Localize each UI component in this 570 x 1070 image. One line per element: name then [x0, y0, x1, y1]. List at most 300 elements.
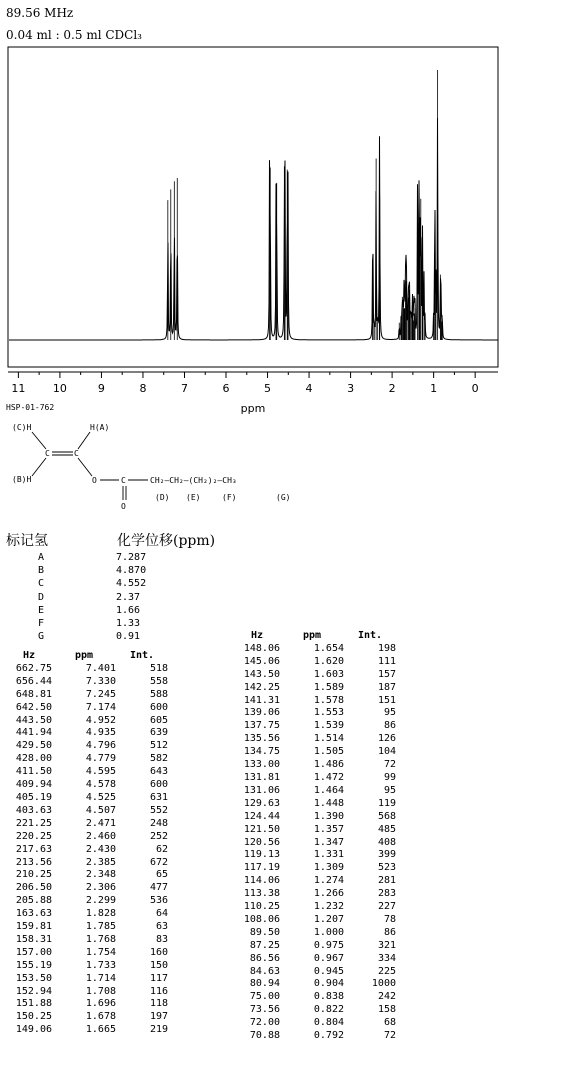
shift-ppm: 1.66: [116, 604, 141, 616]
ppm-cell: 1.309: [313, 862, 344, 874]
hz-cell: 117.19: [243, 862, 280, 874]
label-d: (D): [155, 493, 170, 502]
table-row: [6, 689, 168, 702]
shift-table: [6, 551, 146, 643]
shift-row: [6, 630, 146, 643]
hz-cell: 143.50: [243, 668, 280, 680]
intensity-cell: 568: [377, 810, 396, 822]
hz-cell: 142.25: [243, 681, 280, 693]
ppm-cell: 1.274: [313, 875, 344, 887]
x-tick-label: 9: [97, 382, 105, 395]
ppm-cell: 1.589: [313, 681, 344, 693]
spectrometer-frequency: 89.56 MHz: [6, 6, 74, 20]
ppm-cell: 1.828: [85, 908, 116, 920]
table-row: [6, 727, 168, 740]
hz-cell: 120.56: [243, 836, 280, 848]
hz-cell: 656.44: [15, 675, 52, 687]
intensity-cell: 281: [377, 875, 396, 887]
hz-cell: 220.25: [15, 830, 52, 842]
intensity-cell: 512: [149, 740, 168, 752]
table-row: [6, 947, 168, 960]
table-row: [234, 1017, 396, 1030]
intensity-cell: 588: [149, 688, 168, 700]
intensity-cell: 639: [149, 727, 168, 739]
peak-table-header: [234, 630, 396, 643]
hz-cell: 135.56: [243, 733, 280, 745]
hz-cell: 443.50: [15, 714, 52, 726]
ppm-cell: 1.486: [313, 759, 344, 771]
intensity-cell: 151: [377, 694, 396, 706]
intensity-cell: 83: [155, 933, 168, 945]
hz-cell: 642.50: [15, 701, 52, 713]
table-row: [234, 643, 396, 656]
ppm-cell: 1.514: [313, 733, 344, 745]
intensity-cell: 631: [149, 791, 168, 803]
table-row: [6, 831, 168, 844]
hz-cell: 114.06: [243, 875, 280, 887]
hz-cell: 72.00: [249, 1017, 280, 1029]
hz-cell: 159.81: [15, 921, 52, 933]
table-row: [6, 1024, 168, 1037]
hz-cell: 411.50: [15, 766, 52, 778]
peak-table-header-cell: Int.: [357, 630, 383, 641]
atom-o-carbonyl: O: [121, 502, 126, 511]
hz-cell: 149.06: [15, 1024, 52, 1036]
ppm-cell: 1.347: [313, 836, 344, 848]
table-row: [6, 921, 168, 934]
intensity-cell: 227: [377, 901, 396, 913]
table-row: [234, 772, 396, 785]
ppm-cell: 7.245: [85, 688, 116, 700]
shift-label: D: [38, 591, 45, 603]
intensity-cell: 63: [155, 921, 168, 933]
ppm-cell: 0.975: [313, 939, 344, 951]
ppm-cell: 1.448: [313, 797, 344, 809]
peak-table-header-cell: Hz: [22, 650, 36, 661]
intensity-cell: 408: [377, 836, 396, 848]
table-row: [234, 824, 396, 837]
ppm-cell: 1.505: [313, 746, 344, 758]
hz-cell: 409.94: [15, 779, 52, 791]
x-axis-label: ppm: [240, 402, 266, 415]
ppm-cell: 4.796: [85, 740, 116, 752]
peak-table-header-cell: Hz: [250, 630, 264, 641]
shift-row: [6, 564, 146, 577]
table-row: [6, 676, 168, 689]
hz-cell: 429.50: [15, 740, 52, 752]
shift-label: A: [38, 552, 45, 563]
table-row: [6, 895, 168, 908]
ppm-cell: 1.785: [85, 921, 116, 933]
intensity-cell: 321: [377, 939, 396, 951]
table-row: [234, 746, 396, 759]
hz-cell: 84.63: [249, 965, 280, 977]
ppm-cell: 1.266: [313, 888, 344, 900]
shift-row: [6, 577, 146, 590]
ppm-cell: 0.792: [313, 1030, 344, 1042]
atom-c1: C: [45, 449, 50, 458]
intensity-cell: 477: [149, 882, 168, 894]
peak-table-header-cell: Int.: [129, 650, 155, 661]
hz-cell: 150.25: [15, 1011, 52, 1023]
atom-o-ester: O: [92, 476, 97, 485]
table-row: [234, 733, 396, 746]
ppm-cell: 1.696: [85, 998, 116, 1010]
label-f: (F): [222, 493, 237, 502]
structure-bonds: [32, 432, 148, 500]
hz-cell: 113.38: [243, 888, 280, 900]
hz-cell: 121.50: [243, 823, 280, 835]
intensity-cell: 283: [377, 888, 396, 900]
intensity-cell: 95: [383, 707, 396, 719]
ppm-cell: 1.553: [313, 707, 344, 719]
hz-cell: 221.25: [15, 817, 52, 829]
ppm-cell: 1.539: [313, 720, 344, 732]
ppm-cell: 1.654: [313, 642, 344, 654]
table-row: [6, 663, 168, 676]
hz-cell: 110.25: [243, 901, 280, 913]
ppm-cell: 4.595: [85, 766, 116, 778]
ppm-cell: 1.207: [313, 913, 344, 925]
table-row: [234, 1004, 396, 1017]
ppm-cell: 1.678: [85, 1011, 116, 1023]
intensity-cell: 111: [377, 655, 396, 667]
ppm-cell: 1.733: [85, 959, 116, 971]
ppm-cell: 2.306: [85, 882, 116, 894]
ppm-cell: 1.000: [313, 926, 344, 938]
hz-cell: 210.25: [15, 869, 52, 881]
intensity-cell: 242: [377, 991, 396, 1003]
table-row: [6, 857, 168, 870]
intensity-cell: 62: [155, 843, 168, 855]
table-row: [234, 862, 396, 875]
intensity-cell: 126: [377, 733, 396, 745]
shift-row: [6, 591, 146, 604]
hz-cell: 205.88: [15, 895, 52, 907]
x-tick-label: 2: [388, 382, 396, 395]
table-row: [6, 869, 168, 882]
hz-cell: 134.75: [243, 746, 280, 758]
intensity-cell: 198: [377, 642, 396, 654]
hz-cell: 403.63: [15, 804, 52, 816]
shift-label: E: [38, 604, 45, 616]
table-row: [6, 702, 168, 715]
intensity-cell: 552: [149, 804, 168, 816]
ppm-cell: 7.330: [85, 675, 116, 687]
intensity-cell: 334: [377, 952, 396, 964]
intensity-cell: 252: [149, 830, 168, 842]
table-row: [6, 740, 168, 753]
table-row: [6, 753, 168, 766]
x-axis-tick-labels: [11, 382, 478, 395]
intensity-cell: 600: [149, 701, 168, 713]
ppm-cell: 0.838: [313, 991, 344, 1003]
ppm-cell: 1.754: [85, 946, 116, 958]
intensity-cell: 157: [377, 668, 396, 680]
x-tick-label: 6: [222, 382, 230, 395]
ppm-cell: 1.390: [313, 810, 344, 822]
hz-cell: 428.00: [15, 753, 52, 765]
hz-cell: 648.81: [15, 688, 52, 700]
table-row: [234, 901, 396, 914]
hz-cell: 70.88: [249, 1030, 280, 1042]
table-row: [234, 759, 396, 772]
table-row: [234, 656, 396, 669]
table-row: [234, 966, 396, 979]
hz-cell: 405.19: [15, 791, 52, 803]
hz-cell: 206.50: [15, 882, 52, 894]
ppm-cell: 1.464: [313, 784, 344, 796]
hz-cell: 213.56: [15, 856, 52, 868]
ppm-cell: 4.952: [85, 714, 116, 726]
shift-ppm: 7.287: [116, 552, 147, 563]
intensity-cell: 86: [383, 720, 396, 732]
table-row: [6, 882, 168, 895]
table-row: [234, 682, 396, 695]
table-row: [234, 914, 396, 927]
intensity-cell: 536: [149, 895, 168, 907]
x-tick-label: 3: [347, 382, 355, 395]
ppm-cell: 1.357: [313, 823, 344, 835]
hz-cell: 145.06: [243, 655, 280, 667]
hz-cell: 139.06: [243, 707, 280, 719]
intensity-cell: 72: [383, 1030, 396, 1042]
ppm-cell: 0.822: [313, 1004, 344, 1016]
hz-cell: 133.00: [243, 759, 280, 771]
hz-cell: 153.50: [15, 972, 52, 984]
table-row: [6, 998, 168, 1011]
table-row: [6, 908, 168, 921]
table-row: [6, 818, 168, 831]
alkyl-chain: CH₂—CH₂—(CH₂)₂—CH₃: [150, 476, 237, 485]
peak-table-header-cell: ppm: [74, 650, 94, 661]
intensity-cell: 68: [383, 1017, 396, 1029]
ppm-cell: 2.348: [85, 869, 116, 881]
intensity-cell: 118: [149, 998, 168, 1010]
hz-cell: 75.00: [249, 991, 280, 1003]
hz-cell: 89.50: [249, 926, 280, 938]
x-tick-label: 4: [305, 382, 313, 395]
intensity-cell: 119: [377, 797, 396, 809]
intensity-cell: 523: [377, 862, 396, 874]
molecular-structure: [0, 416, 330, 516]
hz-cell: 73.56: [249, 1004, 280, 1016]
intensity-cell: 605: [149, 714, 168, 726]
hz-cell: 662.75: [15, 662, 52, 674]
hz-cell: 158.31: [15, 933, 52, 945]
shift-table-header-label: 标记氢: [6, 533, 48, 549]
ppm-cell: 1.603: [313, 668, 344, 680]
x-tick-label: 1: [430, 382, 438, 395]
shift-ppm: 4.870: [116, 565, 147, 577]
intensity-cell: 558: [149, 675, 168, 687]
table-row: [6, 805, 168, 818]
table-row: [234, 811, 396, 824]
peak-table-right: [234, 630, 396, 1043]
peak-table-left: [6, 650, 168, 1037]
hz-cell: 131.81: [243, 771, 280, 783]
hz-cell: 148.06: [243, 642, 280, 654]
x-axis-ticks: [18, 372, 475, 378]
intensity-cell: 600: [149, 779, 168, 791]
intensity-cell: 150: [149, 959, 168, 971]
intensity-cell: 187: [377, 681, 396, 693]
intensity-cell: 86: [383, 926, 396, 938]
intensity-cell: 518: [149, 662, 168, 674]
table-row: [6, 779, 168, 792]
intensity-cell: 160: [149, 946, 168, 958]
table-row: [234, 953, 396, 966]
intensity-cell: 219: [149, 1024, 168, 1036]
spectrum-trace: [9, 118, 498, 340]
atom-c-carbonyl: C: [121, 476, 126, 485]
table-row: [234, 1030, 396, 1043]
intensity-cell: 225: [377, 965, 396, 977]
table-row: [234, 927, 396, 940]
table-row: [6, 973, 168, 986]
peak-table-header-cell: ppm: [302, 630, 322, 641]
ppm-cell: 0.945: [313, 965, 344, 977]
shift-ppm: 1.33: [116, 618, 141, 630]
ppm-cell: 4.779: [85, 753, 116, 765]
table-row: [6, 960, 168, 973]
ppm-cell: 4.525: [85, 791, 116, 803]
ppm-cell: 1.620: [313, 655, 344, 667]
shift-ppm: 4.552: [116, 578, 147, 590]
intensity-cell: 72: [383, 759, 396, 771]
table-row: [234, 707, 396, 720]
intensity-cell: 95: [383, 784, 396, 796]
atom-h-c: (C)H: [12, 423, 32, 432]
table-row: [234, 720, 396, 733]
peak-lines: [168, 70, 442, 340]
ppm-cell: 4.935: [85, 727, 116, 739]
shift-label: G: [38, 631, 45, 643]
hz-cell: 131.06: [243, 784, 280, 796]
ppm-cell: 1.578: [313, 694, 344, 706]
x-tick-label: 11: [11, 382, 26, 395]
ppm-cell: 2.471: [85, 817, 116, 829]
intensity-cell: 1000: [371, 978, 396, 990]
table-row: [6, 715, 168, 728]
ppm-cell: 1.768: [85, 933, 116, 945]
table-row: [234, 940, 396, 953]
intensity-cell: 65: [155, 869, 168, 881]
table-row: [234, 991, 396, 1004]
intensity-cell: 64: [155, 908, 168, 920]
x-tick-label: 7: [180, 382, 188, 395]
intensity-cell: 117: [149, 972, 168, 984]
ppm-cell: 7.401: [85, 662, 116, 674]
ppm-cell: 2.430: [85, 843, 116, 855]
hz-cell: 157.00: [15, 946, 52, 958]
hz-cell: 152.94: [15, 985, 52, 997]
x-tick-label: 0: [471, 382, 479, 395]
label-g: (G): [276, 493, 291, 502]
table-row: [6, 986, 168, 999]
intensity-cell: 399: [377, 849, 396, 861]
hz-cell: 124.44: [243, 810, 280, 822]
table-row: [234, 798, 396, 811]
ppm-cell: 1.665: [85, 1024, 116, 1036]
ppm-cell: 1.714: [85, 972, 116, 984]
intensity-cell: 197: [149, 1011, 168, 1023]
ppm-cell: 7.174: [85, 701, 116, 713]
hz-cell: 119.13: [243, 849, 280, 861]
atom-c2: C: [74, 449, 79, 458]
hz-cell: 155.19: [15, 959, 52, 971]
table-row: [234, 695, 396, 708]
ppm-cell: 0.804: [313, 1017, 344, 1029]
ppm-cell: 2.385: [85, 856, 116, 868]
shift-label: C: [38, 578, 45, 590]
table-row: [234, 785, 396, 798]
intensity-cell: 582: [149, 753, 168, 765]
intensity-cell: 158: [377, 1004, 396, 1016]
x-tick-label: 5: [264, 382, 272, 395]
intensity-cell: 99: [383, 771, 396, 783]
hz-cell: 141.31: [243, 694, 280, 706]
shift-row: [6, 617, 146, 630]
atom-h-a: H(A): [90, 423, 110, 432]
peak-table-header: [6, 650, 168, 663]
intensity-cell: 116: [149, 985, 168, 997]
hz-cell: 163.63: [15, 908, 52, 920]
ppm-cell: 0.904: [313, 978, 344, 990]
hz-cell: 87.25: [249, 939, 280, 951]
table-row: [234, 837, 396, 850]
intensity-cell: 485: [377, 823, 396, 835]
ppm-cell: 4.507: [85, 804, 116, 816]
atom-h-b: (B)H: [12, 475, 32, 484]
shift-label: B: [38, 565, 45, 577]
ppm-cell: 1.331: [313, 849, 344, 861]
label-e: (E): [186, 493, 201, 502]
shift-row: [6, 551, 146, 564]
x-tick-label: 8: [139, 382, 147, 395]
ppm-cell: 1.708: [85, 985, 116, 997]
shift-ppm: 2.37: [116, 591, 141, 603]
table-row: [6, 844, 168, 857]
hz-cell: 129.63: [243, 797, 280, 809]
table-row: [234, 669, 396, 682]
hz-cell: 80.94: [249, 978, 280, 990]
ppm-cell: 0.967: [313, 952, 344, 964]
table-row: [6, 792, 168, 805]
hz-cell: 441.94: [15, 727, 52, 739]
ppm-cell: 4.578: [85, 779, 116, 791]
intensity-cell: 672: [149, 856, 168, 868]
hz-cell: 137.75: [243, 720, 280, 732]
shift-label: F: [38, 618, 45, 630]
sample-concentration: 0.04 ml : 0.5 ml CDCl₃: [6, 28, 142, 42]
table-row: [234, 875, 396, 888]
nmr-spectrum-chart: [0, 40, 570, 420]
hz-cell: 151.88: [15, 998, 52, 1010]
shift-row: [6, 604, 146, 617]
compound-code: HSP-01-762: [6, 403, 55, 412]
intensity-cell: 248: [149, 817, 168, 829]
table-row: [234, 978, 396, 991]
ppm-cell: 2.460: [85, 830, 116, 842]
ppm-cell: 1.232: [313, 901, 344, 913]
hz-cell: 86.56: [249, 952, 280, 964]
intensity-cell: 78: [383, 913, 396, 925]
hz-cell: 108.06: [243, 913, 280, 925]
shift-ppm: 0.91: [116, 631, 141, 643]
table-row: [234, 888, 396, 901]
intensity-cell: 104: [377, 746, 396, 758]
